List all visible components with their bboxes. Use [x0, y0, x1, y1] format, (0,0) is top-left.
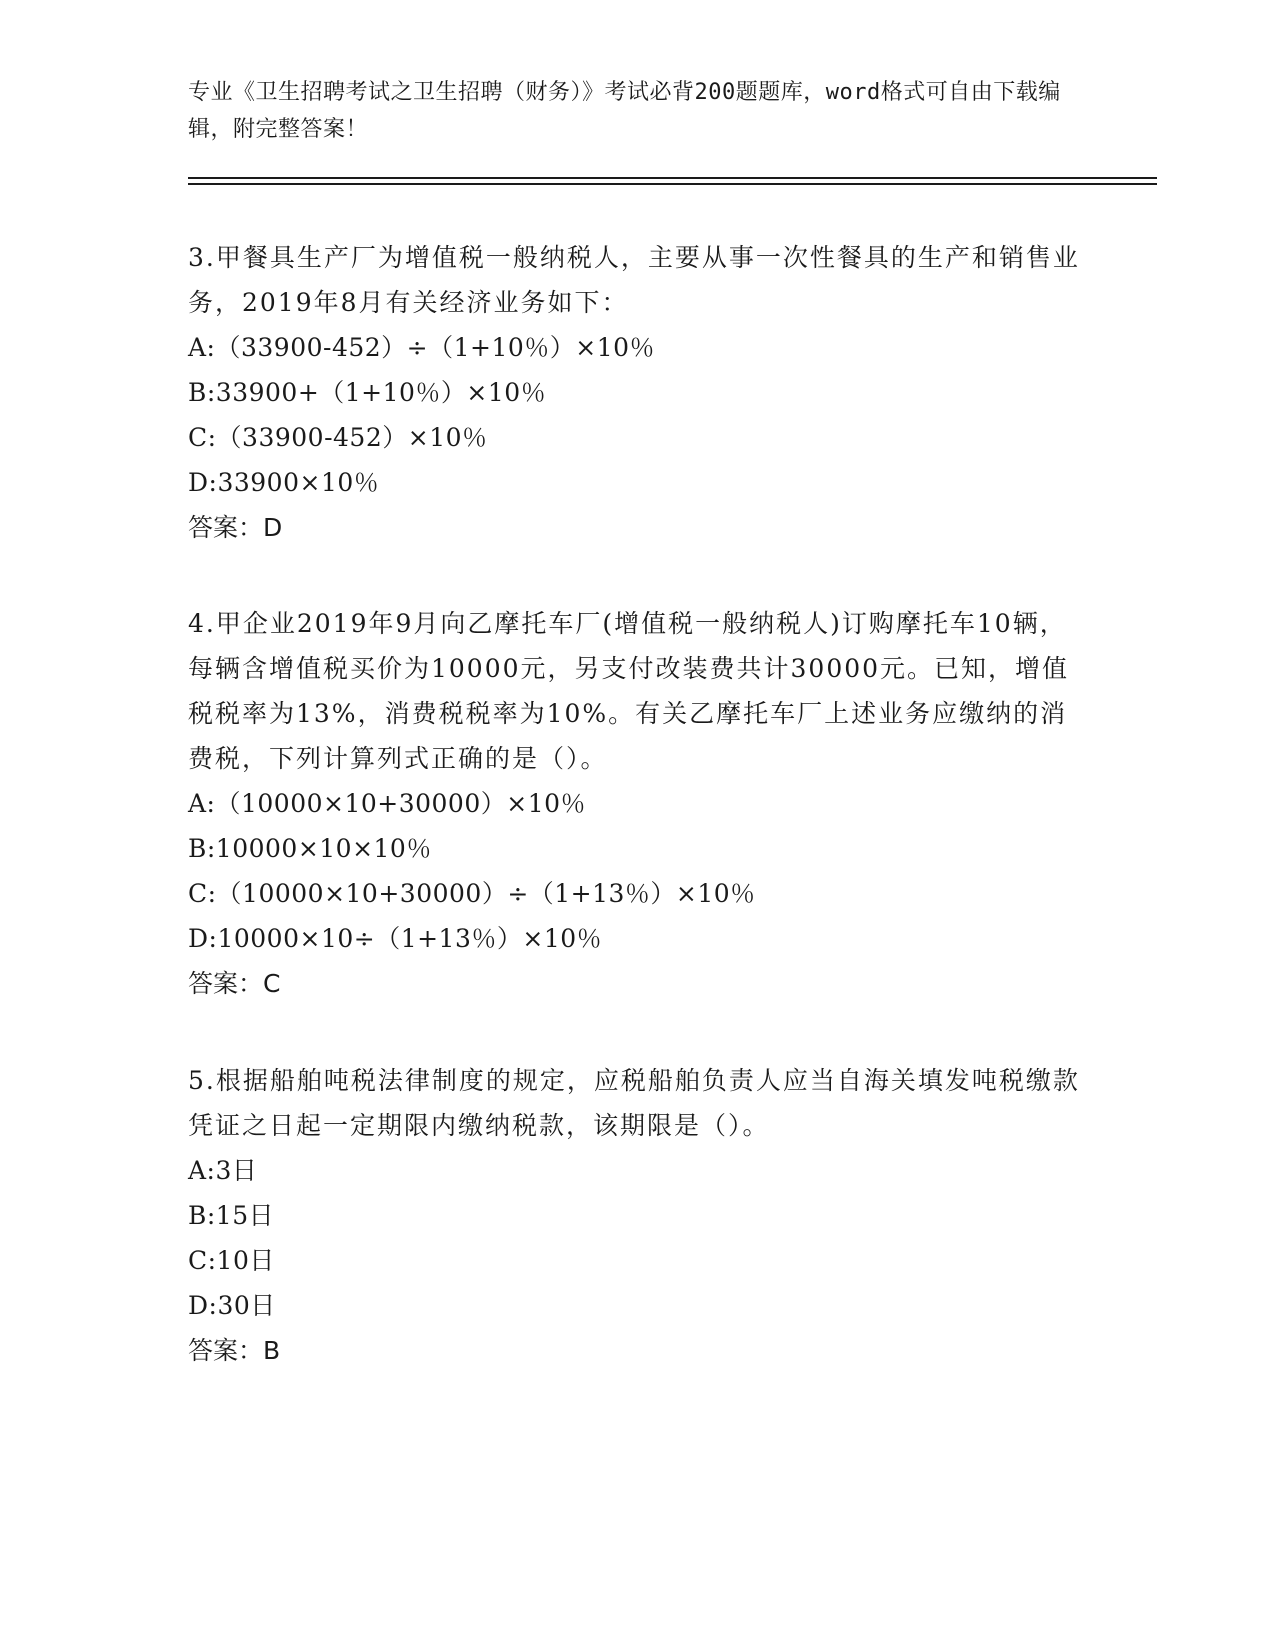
option-c: C:10日: [188, 1246, 275, 1275]
option-c: C:（10000×10+30000）÷（1+13％）×10％: [188, 879, 756, 908]
option-a: A:（10000×10+30000）×10％: [188, 789, 586, 818]
option-d: D:10000×10÷（1+13％）×10％: [188, 924, 603, 953]
option-b: B:15日: [188, 1201, 275, 1230]
question-block: [188, 1058, 1088, 1373]
option-d: D:33900×10％: [188, 468, 380, 497]
question-stem: 4.甲企业2019年9月向乙摩托车厂(增值税一般纳税人)订购摩托车10辆，每辆含增值税买价为10000元，另支付改装费共计30000元。已知，增值税税率为13%，消费税税率为10%。有关乙摩托车厂上述业务应缴纳的消费税，下列计算列式正确的是（）。: [188, 609, 1070, 773]
answer-line: 答案：C: [188, 969, 281, 998]
option-d: D:30日: [188, 1291, 276, 1320]
header-divider-bottom: [188, 183, 1157, 185]
option-a: A:（33900-452）÷（1+10％）×10％: [188, 333, 656, 362]
option-b: B:10000×10×10％: [188, 834, 432, 863]
question-block: [188, 235, 1088, 550]
option-c: C:（33900-452）×10％: [188, 423, 488, 452]
answer-line: 答案：B: [188, 1336, 281, 1365]
answer-line: 答案：D: [188, 513, 283, 542]
question-block: [188, 601, 1088, 1006]
option-a: A:3日: [188, 1156, 258, 1185]
document-intro: 专业《卫生招聘考试之卫生招聘（财务）》考试必背200题题库，word格式可自由下载编辑，附完整答案！: [188, 80, 1061, 142]
option-b: B:33900+（1+10％）×10％: [188, 378, 547, 407]
question-stem: 5.根据船舶吨税法律制度的规定，应税船舶负责人应当自海关填发吨税缴款凭证之日起一定期限内缴纳税款，该期限是（）。: [188, 1066, 1080, 1140]
question-stem: 3.甲餐具生产厂为增值税一般纳税人，主要从事一次性餐具的生产和销售业务，2019年8月有关经济业务如下：: [188, 243, 1080, 317]
header-divider-top: [188, 177, 1157, 179]
